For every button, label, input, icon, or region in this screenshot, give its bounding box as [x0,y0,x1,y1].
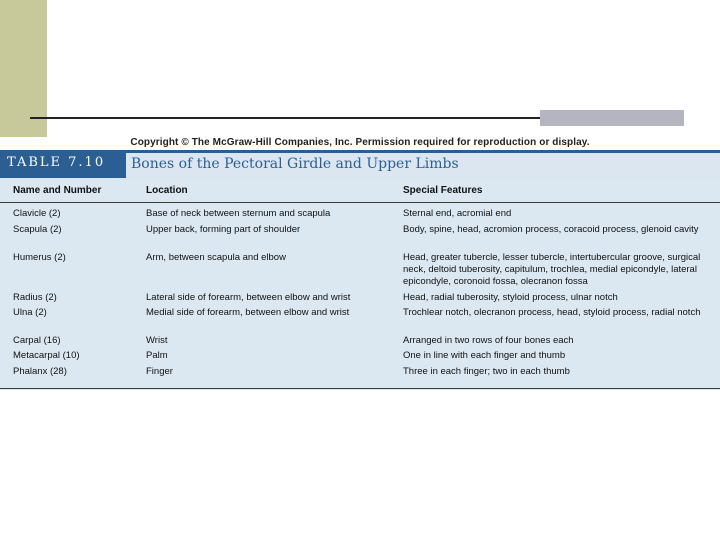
copyright-notice: Copyright © The McGraw-Hill Companies, Inc. Permission required for reproduction or display. [130,137,590,148]
table-title: Bones of the Pectoral Girdle and Upper Limbs [126,153,720,178]
table-number: TABLE 7.10 [7,155,106,170]
bone-location: Base of neck between sternum and scapula [146,208,331,219]
bone-features: Three in each finger; two in each thumb [403,366,570,377]
bone-name: Ulna (2) [13,307,47,318]
bones-table [0,150,720,390]
bone-name: Metacarpal (10) [13,350,80,361]
bone-name: Clavicle (2) [13,208,61,219]
bone-features: Sternal end, acromial end [403,208,512,219]
bone-features: Head, greater tubercle, lesser tubercle, intertubercular groove, surgical neck, deltoid tuberosity, capitulum, trochlea, medial epicondyle, lateral epicondyle, coronoid fossa, olecranon fossa [403,252,701,287]
column-header-features: Special Features [403,185,483,196]
bone-location: Palm [146,350,168,361]
bone-location: Upper back, forming part of shoulder [146,224,301,235]
table-body [0,178,720,390]
bone-features: Head, radial tuberosity, styloid process, ulnar notch [403,292,618,303]
bone-name: Carpal (16) [13,335,61,346]
bone-location: Wrist [146,335,168,346]
bone-name: Phalanx (28) [13,366,67,377]
bone-location: Lateral side of forearm, between elbow and wrist [146,292,351,303]
bone-location: Arm, between scapula and elbow [146,252,286,263]
bone-name: Humerus (2) [13,252,66,263]
bone-location: Finger [146,366,173,377]
bone-features: Trochlear notch, olecranon process, head, styloid process, radial notch [403,307,701,318]
table-bottom-rule [0,388,720,389]
bone-features: Body, spine, head, acromion process, coracoid process, glenoid cavity [403,224,699,235]
bone-name: Scapula (2) [13,224,62,235]
bone-name: Radius (2) [13,292,57,303]
slide-divider-block [540,110,684,126]
column-header-row [0,180,720,203]
table-header-band [0,150,720,178]
bone-features: Arranged in two rows of four bones each [403,335,574,346]
column-header-name: Name and Number [13,185,102,196]
column-header-location: Location [146,185,188,196]
bone-location: Medial side of forearm, between elbow and wrist [146,307,350,318]
bone-features: One in line with each finger and thumb [403,350,566,361]
